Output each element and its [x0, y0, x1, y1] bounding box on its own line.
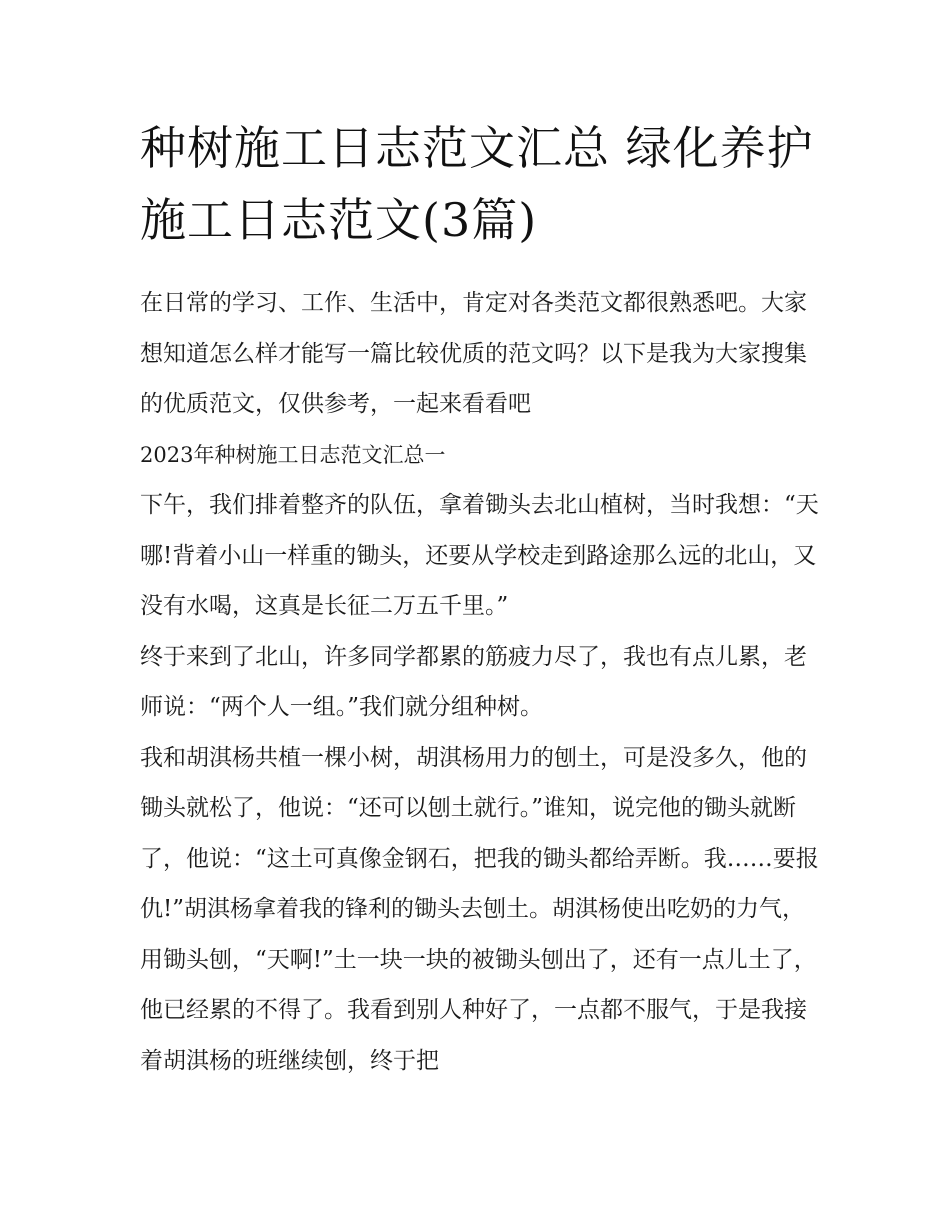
section-heading: 2023年种树施工日志范文汇总一 — [140, 442, 446, 467]
body-paragraph: 我和胡淇杨共植一棵小树，胡淇杨用力的刨土，可是没多久，他的锄头就松了，他说：“还可以刨土就行。”谁知，说完他的锄头就断了，他说：“这土可真像金钢石，把我的锄头都给弄断。我……要报仇!”胡淇杨拿着我的锋利的锄头去刨土。胡淇杨使出吃奶的力气，用锄头刨，“天啊!”土一块一块的被锄头刨出了，还有一点儿土了，他已经累的不得了。我看到别人种好了，一点都不服气，于是我接着胡淇杨的班继续刨，终于把 — [140, 744, 819, 1074]
document-title: 种树施工日志范文汇总 绿化养护施工日志范文(3篇) — [140, 121, 814, 247]
body-paragraph: 下午，我们排着整齐的队伍，拿着锄头去北山植树，当时我想：“天哪!背着小山一样重的锄头，还要从学校走到路途那么远的北山，又没有水喝，这真是长征二万五千里。” — [140, 492, 819, 619]
intro-paragraph: 在日常的学习、工作、生活中，肯定对各类范文都很熟悉吧。大家想知道怎么样才能写一篇比较优质的范文吗？以下是我为大家搜集的优质范文，仅供参考，一起来看看吧 — [140, 290, 807, 417]
body-paragraph: 终于来到了北山，许多同学都累的筋疲力尽了，我也有点儿累，老师说：“两个人一组。”我们就分组种树。 — [140, 643, 807, 720]
document-body — [140, 278, 820, 1086]
